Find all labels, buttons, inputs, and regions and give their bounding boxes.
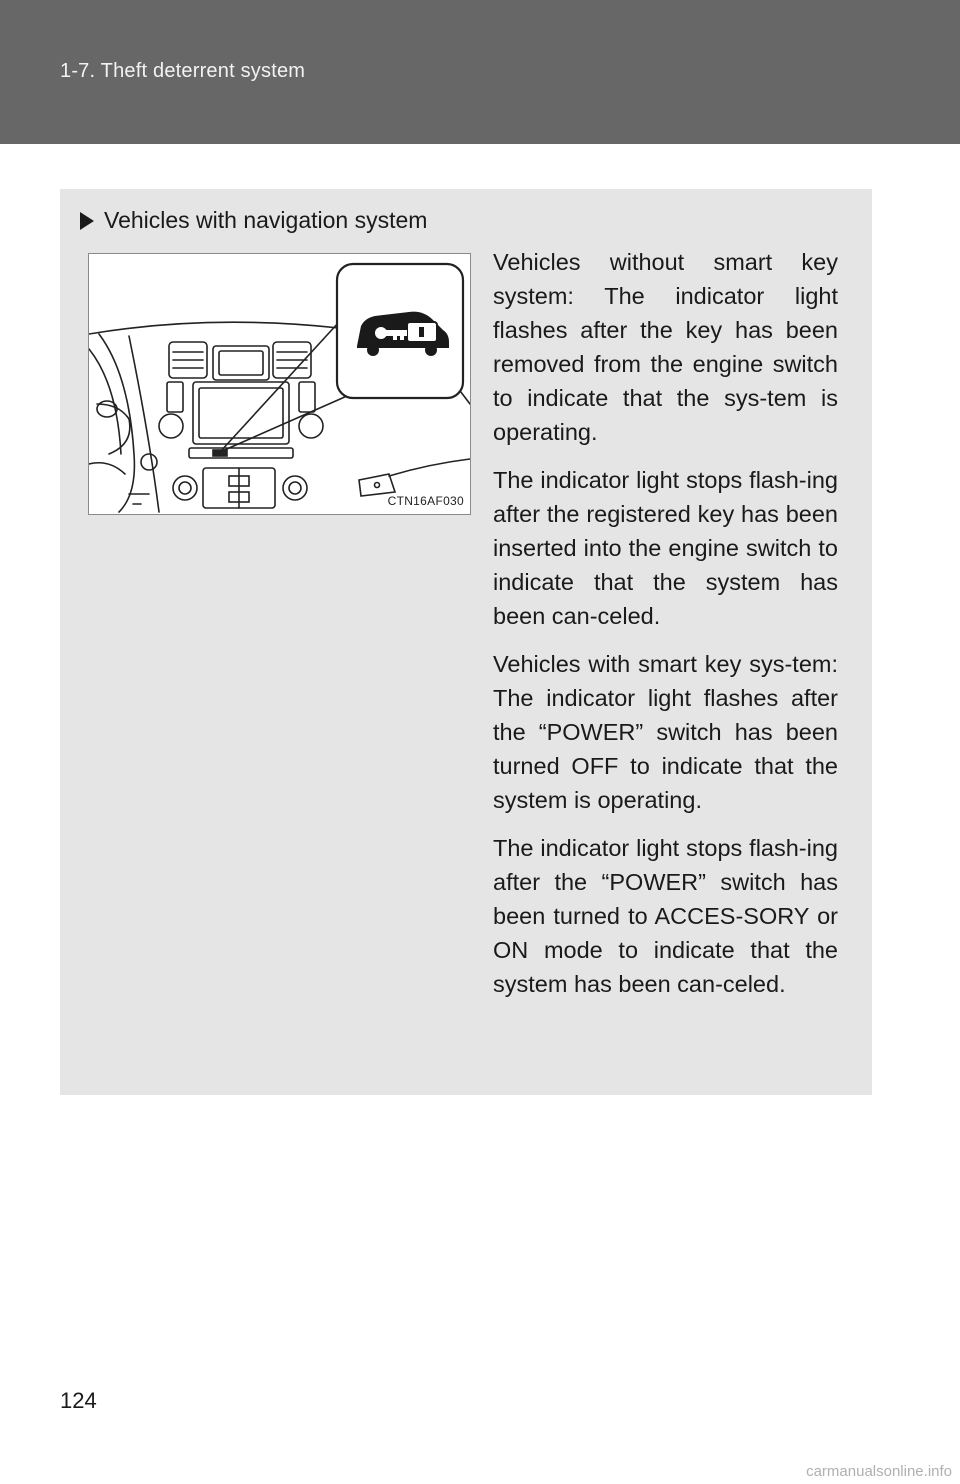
page-number: 124 [60,1388,97,1413]
dashboard-illustration [88,253,471,515]
figure-code: CTN16AF030 [387,494,464,508]
page-header [0,0,960,144]
paragraph: The indicator light stops flash-ing after the “POWER” switch has been turned to ACCES-SORY or ON mode to indicate that the system has been can-celed. [493,835,838,997]
description-text [493,245,838,1015]
paragraph: Vehicles without smart key system: The indicator light flashes after the key has been removed from the engine switch to indicate that the sys-tem is operating. [493,249,838,445]
content-panel [60,189,872,1095]
watermark: carmanualsonline.info [806,1463,952,1480]
subheading-text: Vehicles with navigation system [104,207,428,233]
section-title: 1-7. Theft deterrent system [60,60,306,82]
dashboard-drawing [89,254,470,514]
paragraph: The indicator light stops flash-ing after the registered key has been inserted into the engine switch to indicate that the system has been can-celed. [493,467,838,629]
paragraph: Vehicles with smart key sys-tem: The indicator light flashes after the “POWER” switch has been turned OFF to indicate that the system is operating. [493,651,838,813]
subheading [80,207,427,234]
triangle-bullet-icon [80,212,94,230]
